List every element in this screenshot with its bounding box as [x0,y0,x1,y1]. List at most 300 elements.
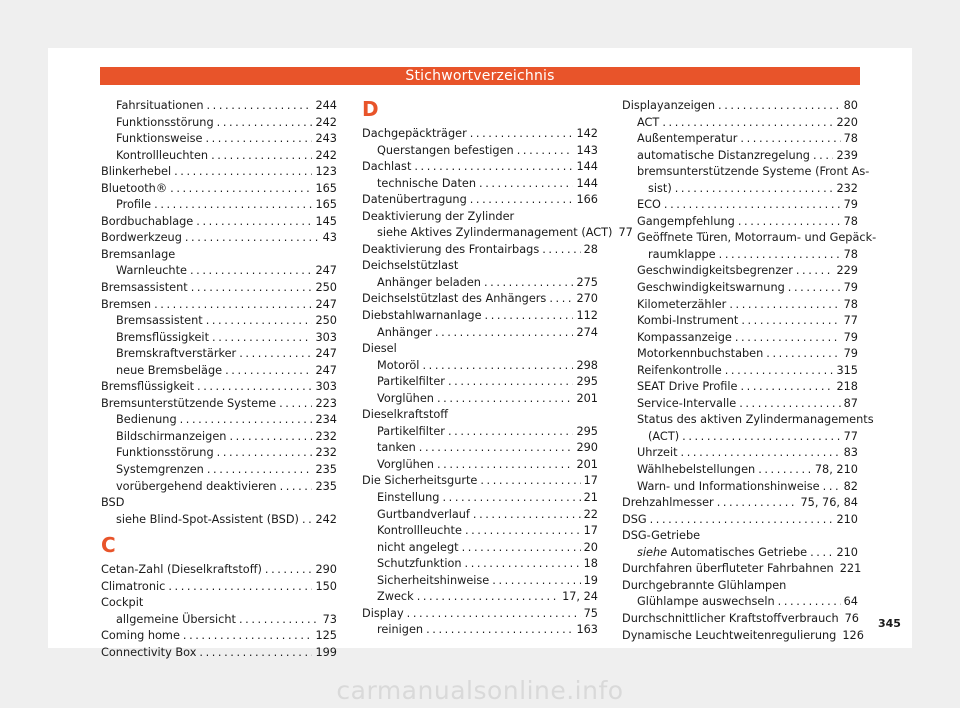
index-entry [101,131,337,148]
dot-leader [470,192,574,209]
index-entry-term: Bordwerkzeug [101,231,182,245]
index-entry [101,330,337,347]
index-entry-page: 290 [315,563,337,577]
index-entry-page: 77 [618,226,633,240]
index-entry [622,512,858,529]
index-entry-page: 247 [315,297,337,311]
dot-leader [422,358,573,375]
index-entry-term: Geschwindigkeitswarnung [637,281,785,295]
index-entry-term: automatische Distanzregelung [637,148,810,162]
index-entry-term: Zweck [377,590,414,604]
index-heading: bremsunterstützende Systeme (Front As- [637,165,870,179]
dot-leader [741,379,834,396]
index-entry-term: Kontrollleuchten [116,148,209,162]
index-entry-page: 223 [315,396,337,410]
index-entry-page: 232 [315,446,337,460]
dot-leader [197,379,312,396]
index-entry-term: Einstellung [377,491,440,505]
dot-leader [206,313,313,330]
index-entry-page: 315 [836,363,858,377]
index-entry [622,115,858,132]
index-entry-term: siehe Aktives Zylindermanagement (ACT) [377,226,613,240]
dot-leader [407,606,581,623]
index-entry [362,540,598,557]
index-entry [101,512,337,529]
index-entry-term: Die Sicherheitsgurte [362,474,478,488]
index-heading: Deichselstützlast [362,259,459,273]
index-entry [101,115,337,132]
index-entry [362,457,598,474]
dot-leader [542,242,580,259]
index-entry [622,363,858,380]
dot-leader [480,473,580,490]
index-entry [622,628,864,645]
dot-leader [813,148,833,165]
index-entry-page: 232 [836,181,858,195]
index-entry-term: Motoröl [377,358,420,372]
index-entry-page: 298 [576,358,598,372]
index-entry-page: 143 [576,143,598,157]
index-entry-page: 126 [842,628,864,642]
index-entry [101,98,337,115]
index-entry-term: Reifenkontrolle [637,363,722,377]
index-entry-page: 77 [843,429,858,443]
index-entry-term: Fahrsituationen [116,99,204,112]
dot-leader [473,507,581,524]
index-entry [362,440,598,457]
dot-leader [239,346,312,363]
index-entry [362,473,598,490]
dot-leader [191,280,313,297]
dot-leader [517,143,574,160]
index-entry-page: 235 [315,463,337,477]
index-entry [362,391,598,408]
index-entry-term: Displayanzeigen [622,99,716,112]
index-entry-term: Dachlast [362,160,412,174]
index-heading: Durchgebrannte Glühlampen [622,578,787,592]
index-heading: Dieselkraftstoff [362,408,449,422]
index-entry [622,429,858,446]
index-entry [362,176,598,193]
index-entry [622,263,858,280]
index-entry-term: Deaktivierung des Frontairbags [362,242,540,256]
index-entry-page: 22 [583,507,598,521]
index-entry-term: Gangempfehlung [637,214,735,228]
index-column-2 [362,97,633,639]
index-entry [362,126,598,143]
index-entry-page: 150 [315,579,337,593]
index-heading: Deaktivierung der Zylinder [362,209,515,223]
index-entry [362,325,598,342]
index-entry-page: 78 [843,214,858,228]
index-entry-page: 17 [583,524,598,538]
index-entry-term: Motorkennbuchstaben [637,347,764,361]
index-entry-term: Querstangen befestigen [377,143,514,157]
dot-leader [212,330,312,347]
index-entry-page: 20 [583,540,598,554]
index-entry [101,396,337,413]
index-entry-page: 80 [843,99,858,112]
index-entry [622,561,862,578]
index-entry [362,374,598,391]
index-entry-term: Service-Intervalle [637,396,737,410]
index-entry-term: Kontrollleuchte [377,524,462,538]
index-entry-term: Wählhebelstellungen [637,463,756,477]
index-entry-term: raumklappe [648,247,716,261]
index-entry [101,181,337,198]
index-entry-term: allgemeine Übersicht [116,612,236,626]
index-entry [362,606,598,623]
index-entry [362,192,598,209]
dot-leader [190,263,312,280]
index-entry-page: 19 [583,573,598,587]
dot-leader [465,556,581,573]
index-heading: Geöffnete Türen, Motorraum- und Gepäck- [637,231,877,245]
index-entry-page: 79 [843,330,858,344]
dot-leader [154,197,312,214]
index-entry-term-text: Automatisches Getriebe [670,545,808,559]
index-entry-term: Bedienung [116,413,177,427]
index-entry [362,291,598,308]
index-entry [622,313,858,330]
index-entry [622,495,858,512]
index-entry [101,197,337,214]
index-entry-page: 232 [315,429,337,443]
index-entry-page: 18 [583,557,598,571]
index-entry-page: 295 [576,424,598,438]
index-entry-term: ECO [637,198,661,212]
index-entry [622,98,858,115]
dot-leader [442,490,580,507]
index-entry [362,573,598,590]
index-entry-term [637,545,807,562]
index-entry-term: Systemgrenzen [116,463,204,477]
index-entry-term: Geschwindigkeitsbegrenzer [637,264,793,278]
index-entry-term: siehe Blind-Spot-Assistent (BSD) [116,512,299,526]
index-entry-page: 79 [843,347,858,361]
index-entry-term: Funktionsstörung [116,115,214,129]
dot-leader [766,346,840,363]
index-entry-term: Bluetooth® [101,181,168,195]
dot-leader [205,131,312,148]
index-entry-term: (ACT) [648,429,680,443]
dot-leader [462,540,581,557]
dot-leader [199,645,312,662]
index-column-3 [622,98,877,644]
dot-leader [217,115,313,132]
dot-leader [417,589,559,606]
index-entry [101,412,337,429]
index-entry-page: 243 [315,132,337,146]
index-entry-term: Durchfahren überfluteter Fahrbahnen [622,562,834,576]
index-entry-term: tanken [377,441,416,455]
dot-leader [168,579,312,596]
index-entry [362,523,598,540]
index-entry [622,479,858,496]
index-entry [101,562,337,579]
dot-leader [437,391,573,408]
dot-leader [729,297,840,314]
index-entry [362,308,598,325]
dot-leader [154,297,312,314]
index-entry-term: Anhänger beladen [377,275,481,289]
index-entry-term: Außentemperatur [637,132,738,146]
index-entry-term: Warn- und Informationshinweise [637,479,820,493]
index-heading: Diesel [362,342,397,356]
index-entry-page: 210 [836,512,858,526]
index-entry-term: nicht angelegt [377,540,459,554]
dot-leader [419,440,574,457]
index-heading: Bremsanlage [101,247,176,261]
dot-leader [470,126,574,143]
index-entry-term: sist) [648,181,672,195]
index-entry-page: 250 [315,314,337,328]
index-entry [362,589,598,606]
index-entry-term: Display [362,606,404,620]
dot-leader [206,98,312,115]
index-entry-term: Bremsassistent [116,314,203,328]
index-entry-page: 242 [315,512,337,526]
index-entry-page: 83 [843,446,858,460]
index-entry-page: 78, 210 [814,463,858,477]
index-entry-page: 64 [843,595,858,609]
dot-leader [719,247,841,264]
dot-leader [549,291,573,308]
index-entry-term: Bildschirmanzeigen [116,429,227,443]
index-entry-page: 123 [315,165,337,179]
index-entry [101,462,337,479]
index-letter: C [101,533,116,558]
dot-leader [302,512,312,529]
index-entry-term: Climatronic [101,579,166,593]
index-entry-page: 17, 24 [562,590,598,604]
dot-leader [650,512,834,529]
index-entry [101,479,337,496]
index-entry-page: 199 [315,645,337,659]
index-entry [101,297,337,314]
index-entry [622,346,858,363]
dot-leader [211,148,312,165]
dot-leader [448,374,573,391]
index-entry-term: Schutzfunktion [377,557,462,571]
index-entry-term: Bordbuchablage [101,214,194,228]
index-entry-term: ACT [637,115,660,129]
index-entry-term: vorübergehend deaktivieren [116,479,277,493]
index-heading: Status des aktiven Zylindermanagements [637,413,874,427]
index-entry [622,611,858,628]
index-entry-term: Vorglühen [377,457,434,471]
index-entry-term: technische Daten [377,176,477,190]
dot-leader [437,457,573,474]
index-entry-page: 78 [843,132,858,146]
index-entry-page: 17 [583,474,598,488]
index-entry-page: 247 [315,363,337,377]
page-number: 345 [878,617,901,630]
dot-leader [485,308,574,325]
dot-leader [735,330,841,347]
index-entry-term: Drehzahlmesser [622,496,714,510]
index-entry-page: 218 [836,380,858,394]
index-entry [362,490,598,507]
index-entry-page: 201 [576,457,598,471]
dot-leader [280,479,313,496]
index-entry [622,545,858,562]
index-entry [101,164,337,181]
index-entry-term: Diebstahlwarnanlage [362,309,482,323]
index-entry-page: 165 [315,198,337,212]
index-entry-page: 229 [836,264,858,278]
dot-leader [738,214,841,231]
index-entry [622,445,858,462]
index-entry-page: 75, 76, 84 [800,496,858,510]
index-entry [362,358,598,375]
index-entry-term: Kombi-Instrument [637,314,739,328]
index-entry-term: reinigen [377,623,424,637]
index-entry-page: 247 [315,347,337,361]
dot-leader [265,562,313,579]
index-entry-page: 235 [315,479,337,493]
index-entry-page: 250 [315,281,337,295]
index-entry-page: 78 [843,247,858,261]
index-entry [622,330,858,347]
index-heading: Cockpit [101,596,144,610]
index-entry-term: Kilometerzähler [637,297,727,311]
index-entry-term: Uhrzeit [637,446,678,460]
index-entry-page: 275 [576,275,598,289]
index-entry [101,280,337,297]
index-entry [101,379,337,396]
index-entry-term: Glühlampe auswechseln [637,595,775,609]
index-entry [101,346,337,363]
index-entry-page: 163 [576,623,598,637]
dot-leader [758,462,812,479]
index-entry-page: 239 [836,148,858,162]
index-entry-term: Blinkerhebel [101,165,172,179]
index-entry-page: 220 [836,115,858,129]
see-reference: siehe [637,545,668,559]
dot-leader [479,176,573,193]
dot-leader [183,628,313,645]
index-entry-term: Anhänger [377,325,432,339]
index-entry-page: 165 [315,181,337,195]
dot-leader [435,325,574,342]
index-entry-term: Bremsunterstützende Systeme [101,396,277,410]
dot-leader [717,495,798,512]
index-entry-page: 87 [843,396,858,410]
index-entry [101,628,337,645]
watermark: carmanualsonline.info [336,676,624,705]
dot-leader [170,181,312,198]
dot-leader [662,115,833,132]
index-entry-page: 79 [843,198,858,212]
dot-leader [788,280,841,297]
dot-leader [239,612,320,629]
index-entry-page: 247 [315,264,337,278]
index-entry-page: 221 [839,562,862,576]
index-entry [101,612,337,629]
index-entry-term: Funktionsweise [116,132,203,146]
index-column-1 [101,98,337,662]
index-entry [362,622,598,639]
index-entry-page: 73 [322,612,337,626]
index-entry-term: Dynamische Leuchtweitenregulierung [622,628,837,642]
index-entry [622,462,858,479]
index-entry [101,445,337,462]
index-entry [362,225,633,242]
index-entry [622,594,858,611]
dot-leader [484,275,573,292]
index-entry-term: Profile [116,198,152,212]
index-entry-page: 82 [843,479,858,493]
index-entry [101,579,337,596]
index-entry [622,181,858,198]
index-entry-term: DSG [622,512,647,526]
dot-leader [207,462,313,479]
index-entry [622,247,858,264]
section-header: Stichwortverzeichnis [100,67,860,85]
index-entry-page: 270 [576,292,598,306]
index-entry-term: Vorglühen [377,391,434,405]
index-entry [622,379,858,396]
index-entry-term: Bremskraftverstärker [116,347,237,361]
index-heading: BSD [101,496,125,510]
index-entry-term: Datenübertragung [362,193,467,207]
index-entry [622,280,858,297]
index-entry-page: 210 [836,545,858,559]
index-entry-page: 125 [315,629,337,643]
dot-leader [739,396,840,413]
dot-leader [778,594,841,611]
dot-leader [465,523,581,540]
index-entry-page: 295 [576,375,598,389]
index-entry-page: 201 [576,391,598,405]
dot-leader [180,412,313,429]
index-entry-page: 144 [576,160,598,174]
dot-leader [664,197,841,214]
index-entry-term: Bremsassistent [101,281,188,295]
index-entry [101,214,337,231]
index-entry [101,263,337,280]
index-entry-page: 78 [843,297,858,311]
index-entry-term: neue Bremsbeläge [116,363,223,377]
dot-leader [796,263,834,280]
dot-leader [185,230,320,247]
index-entry-page: 244 [315,99,337,112]
dot-leader [682,429,840,446]
dot-leader [681,445,841,462]
index-entry [101,645,337,662]
index-entry [622,197,858,214]
index-heading: DSG-Getriebe [622,529,701,543]
dot-leader [823,479,841,496]
index-entry-page: 166 [576,193,598,207]
index-entry-term: Funktionsstörung [116,446,214,460]
index-entry-page: 142 [576,127,598,140]
dot-leader [741,313,840,330]
index-entry [101,363,337,380]
dot-leader [492,573,580,590]
dot-leader [740,131,840,148]
index-entry-term: Coming home [101,629,180,643]
index-entry [101,148,337,165]
index-entry-page: 290 [576,441,598,455]
dot-leader [725,363,834,380]
index-entry-term: Kompassanzeige [637,330,732,344]
index-entry-page: 145 [315,214,337,228]
index-entry-term: Bremsflüssigkeit [101,380,195,394]
index-entry-page: 79 [843,281,858,295]
dot-leader [217,445,313,462]
